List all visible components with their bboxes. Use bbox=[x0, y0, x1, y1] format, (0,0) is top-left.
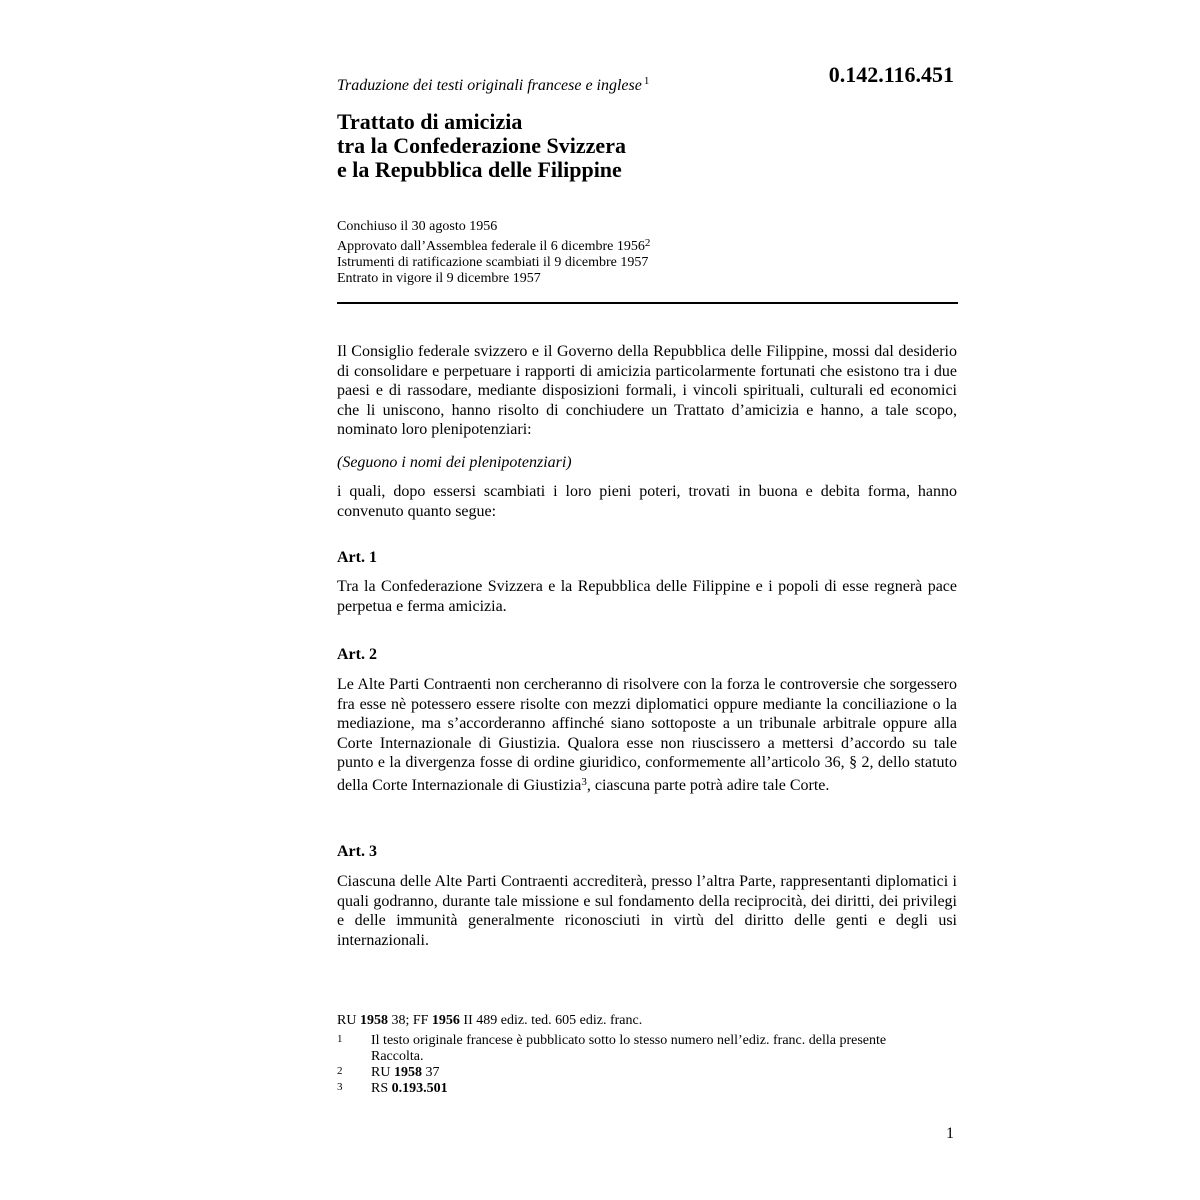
footnote-text: Il testo originale francese è pubblicato sotto lo stesso numero nell’ediz. franc. della presente Raccolta. bbox=[371, 1033, 887, 1064]
footnote-number: 3 bbox=[337, 1081, 343, 1093]
footnote-ref-1: 1 bbox=[643, 75, 650, 87]
preamble-paragraph: Il Consiglio federale svizzero e il Governo della Repubblica delle Filippine, mossi dal desiderio di consolidare e perpetuare i rapporti di amicizia particolarmente fortunati che esistono tra i due paesi e di rassodare, mediante disposizioni formali, i vincoli spirituali, culturali ed economici che li uniscono, hanno risolto di conchiudere un Trattato d’amicizia e hanno, a tale scopo, nominato loro plenipotenziari: bbox=[337, 343, 957, 439]
preamble-conclusion: i quali, dopo essersi scambiati i loro pieni poteri, trovati in buona e debita forma, hanno convenuto quanto segue: bbox=[337, 483, 957, 520]
title-line-2: tra la Confederazione Svizzera bbox=[337, 133, 626, 158]
header-divider bbox=[337, 302, 958, 304]
article-3-heading: Art. 3 bbox=[337, 843, 377, 860]
article-1-text: Tra la Confederazione Svizzera e la Repubblica delle Filippine e i popoli di esse regnerà pace perpetua e ferma amicizia. bbox=[337, 578, 957, 615]
source-reference: RU 1958 38; FF 1956 II 489 ediz. ted. 605 ediz. franc. bbox=[337, 1013, 643, 1028]
translation-note: Traduzione dei testi originali francese e inglese $^1$ bbox=[337, 75, 650, 94]
plenipotentiaries-note: (Seguono i nomi dei plenipotenziari) bbox=[337, 454, 572, 471]
approved-date: Approvato dall’Assemblea federale il 6 dicembre 1956$^2$ bbox=[337, 237, 651, 254]
footnote-text: RS 0.193.501 bbox=[371, 1081, 448, 1096]
ratification-date: Istrumenti di ratificazione scambiati il 9 dicembre 1957 bbox=[337, 255, 649, 270]
title-line-1: Trattato di amicizia bbox=[337, 109, 523, 134]
title-line-3: e la Repubblica delle Filippine bbox=[337, 157, 622, 182]
footnote-number: 1 bbox=[337, 1033, 343, 1045]
footnote-ref-3: 3 bbox=[581, 775, 587, 788]
concluded-date: Conchiuso il 30 agosto 1956 bbox=[337, 219, 498, 234]
document-number: 0.142.116.451 bbox=[828, 62, 954, 87]
footnote-ref-2: 2 bbox=[644, 237, 651, 249]
article-3-text: Ciascuna delle Alte Parti Contraenti accrediterà, presso l’altra Parte, rappresentanti diplomatici i quali godranno, durante tale missione e sul fondamento della reciprocità, dei diritti, dei privilegi e delle immunità generalmente riconosciuti in virtù del diritto delle genti e degli usi internazionali. bbox=[337, 873, 957, 949]
treaty-metadata bbox=[337, 219, 957, 287]
article-2-text: Le Alte Parti Contraenti non cercheranno di risolvere con la forza le controversie che sorgessero fra esse nè potessero essere risolte con mezzi diplomatici oppure mediante la conciliazione o la mediazione, ma s’accorderanno affinché siano sottoposte a un tribunale arbitrale oppure alla Corte Internazionale di Giustizia. Qualora esse non riuscissero a mettersi d’accordo su tale punto e la divergenza fosse di ordine giuridico, conformemente all’articolo 36, § 2, dello statuto della Corte Internazionale di Giustizia$^3$, ciascuna parte potrà adire tale Corte. bbox=[337, 676, 957, 794]
in-force-date: Entrato in vigore il 9 dicembre 1957 bbox=[337, 271, 541, 286]
footnote-number: 2 bbox=[337, 1065, 343, 1077]
footnote-text: RU 1958 37 bbox=[371, 1065, 440, 1080]
treaty-title bbox=[337, 110, 937, 182]
article-1-heading: Art. 1 bbox=[337, 549, 377, 566]
article-2-heading: Art. 2 bbox=[337, 646, 377, 663]
page-number: 1 bbox=[946, 1125, 954, 1142]
